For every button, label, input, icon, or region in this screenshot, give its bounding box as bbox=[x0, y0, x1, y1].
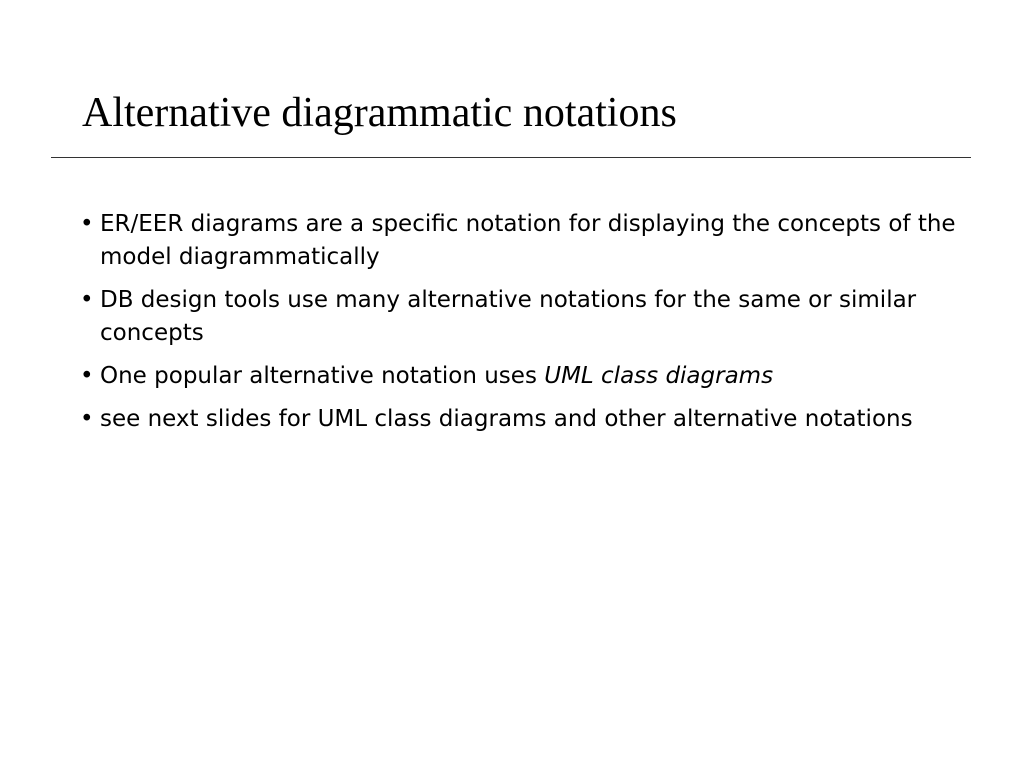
bullet-item-4 bbox=[80, 403, 960, 436]
bullet-item-3 bbox=[80, 360, 960, 393]
slide-title: Alternative diagrammatic notations bbox=[82, 90, 677, 136]
bullet-text: One popular alternative notation uses bbox=[100, 363, 545, 389]
bullet-marker: • bbox=[80, 287, 94, 313]
bullet-emphasis: UML class diagrams bbox=[544, 363, 774, 389]
bullet-marker: • bbox=[80, 406, 94, 432]
bullet-item-1 bbox=[80, 208, 960, 274]
bullet-item-2 bbox=[80, 284, 960, 350]
bullet-text: DB design tools use many alternative notations for the same or similar concepts bbox=[100, 287, 917, 346]
bullet-marker: • bbox=[80, 363, 94, 389]
bullet-list bbox=[80, 208, 960, 446]
bullet-text: ER/EER diagrams are a specific notation for displaying the concepts of the model diagrammatically bbox=[100, 211, 956, 270]
bullet-text: see next slides for UML class diagrams and other alternative notations bbox=[100, 406, 913, 432]
bullet-marker: • bbox=[80, 211, 94, 237]
title-divider bbox=[51, 157, 971, 158]
